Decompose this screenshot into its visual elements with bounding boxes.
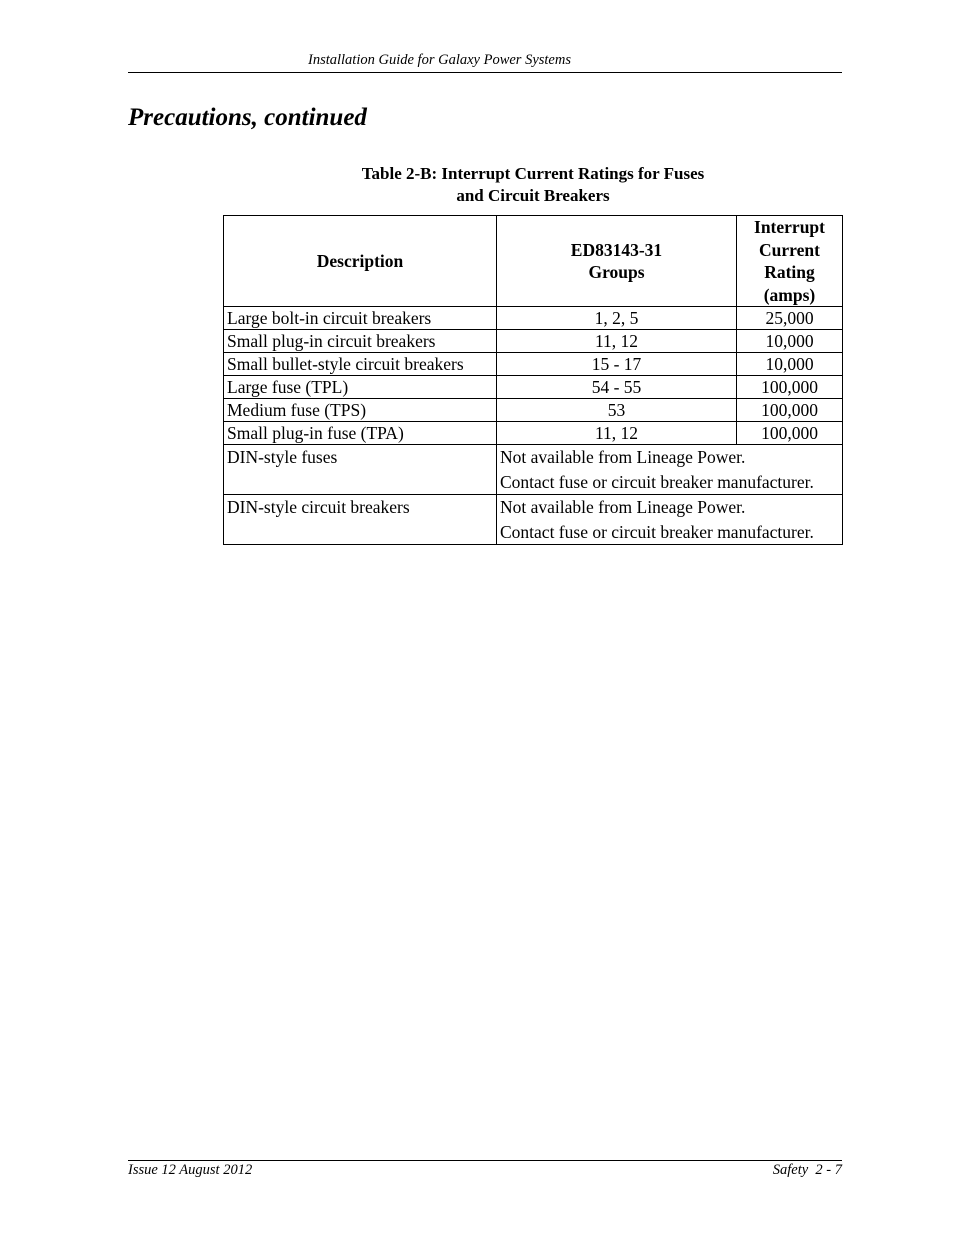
table-caption-line-1: Table 2-B: Interrupt Current Ratings for Fuses xyxy=(361,164,705,183)
row-groups: 11, 12 xyxy=(497,422,737,445)
row-description: Small plug-in fuse (TPA) xyxy=(224,422,497,445)
row-description: Small bullet-style circuit breakers xyxy=(224,353,497,376)
column-header-description xyxy=(224,216,497,307)
row-availability-note xyxy=(497,445,843,495)
row-description: Large fuse (TPL) xyxy=(224,376,497,399)
table-row xyxy=(224,399,843,422)
description-header-label: Description xyxy=(316,251,404,271)
table-row xyxy=(224,307,843,330)
groups-header-line-2: Groups xyxy=(588,262,645,282)
row-rating: 25,000 xyxy=(737,307,843,330)
rating-header-line-4: (amps) xyxy=(763,284,816,305)
column-header-rating xyxy=(737,216,843,307)
row-rating: 100,000 xyxy=(737,399,843,422)
note-line-1: Not available from Lineage Power. xyxy=(500,447,746,467)
header-divider xyxy=(128,72,842,73)
groups-header-line-1: ED83143-31 xyxy=(570,240,663,260)
note-line-2: Contact fuse or circuit breaker manufacturer. xyxy=(500,521,814,542)
row-description: Small plug-in circuit breakers xyxy=(224,330,497,353)
footer-divider xyxy=(128,1160,842,1161)
table-caption xyxy=(224,163,842,207)
row-description: DIN-style fuses xyxy=(224,445,497,495)
footer-page-number: Safety 2 - 7 xyxy=(772,1162,842,1178)
table-row xyxy=(224,376,843,399)
table-row-note xyxy=(224,445,843,495)
section-title: Precautions, continued xyxy=(128,104,367,131)
row-description: DIN-style circuit breakers xyxy=(224,495,497,545)
row-rating: 10,000 xyxy=(737,353,843,376)
row-rating: 100,000 xyxy=(737,376,843,399)
table-row xyxy=(224,422,843,445)
row-groups: 1, 2, 5 xyxy=(497,307,737,330)
note-line-1: Not available from Lineage Power. xyxy=(500,497,746,517)
rating-header-line-1: Interrupt xyxy=(754,217,825,237)
table-row xyxy=(224,330,843,353)
row-groups: 15 - 17 xyxy=(497,353,737,376)
note-line-2: Contact fuse or circuit breaker manufacturer. xyxy=(500,471,814,492)
interrupt-ratings-table xyxy=(223,215,843,545)
row-description: Medium fuse (TPS) xyxy=(224,399,497,422)
table-header-row xyxy=(224,216,843,307)
rating-header-line-2: Current xyxy=(759,239,820,260)
row-rating: 100,000 xyxy=(737,422,843,445)
running-header: Installation Guide for Galaxy Power Systems xyxy=(308,52,571,68)
row-description: Large bolt-in circuit breakers xyxy=(224,307,497,330)
row-availability-note xyxy=(497,495,843,545)
row-groups: 11, 12 xyxy=(497,330,737,353)
table-row-note xyxy=(224,495,843,545)
footer-issue: Issue 12 August 2012 xyxy=(128,1162,253,1178)
row-groups: 53 xyxy=(497,399,737,422)
row-rating: 10,000 xyxy=(737,330,843,353)
rating-header-line-3: Rating xyxy=(764,262,815,282)
row-groups: 54 - 55 xyxy=(497,376,737,399)
table-row xyxy=(224,353,843,376)
column-header-groups xyxy=(497,216,737,307)
table-caption-line-2: and Circuit Breakers xyxy=(456,186,610,205)
